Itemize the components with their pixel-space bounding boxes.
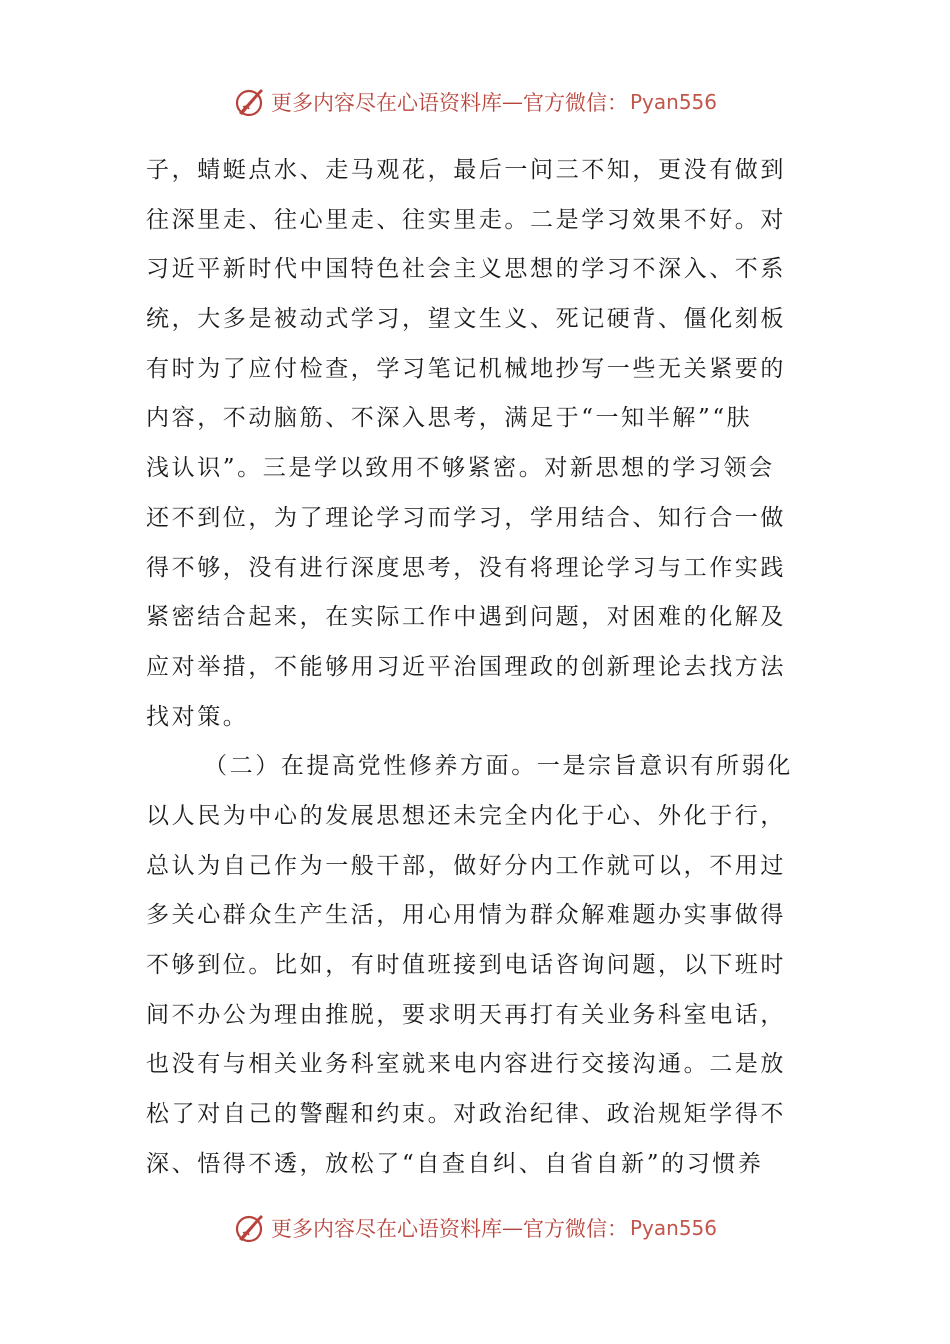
- text-line: 子，蜻蜓点水、走马观花，最后一问三不知，更没有做到: [146, 157, 786, 183]
- text-line: 有时为了应付检查，学习笔记机械地抄写一些无关紧要的: [146, 355, 786, 382]
- text-line: 往深里走、往心里走、往实里走。二是学习效果不好。对: [146, 206, 786, 233]
- text-line: 统，大多是被动式学习，望文生义、死记硬背、僵化刻板: [146, 306, 786, 333]
- text-line: 习近平新时代中国特色社会主义思想的学习不深入、不系: [146, 256, 786, 283]
- pen-circle-logo-icon: [233, 1211, 267, 1245]
- text-line: 紧密结合起来，在实际工作中遇到问题，对困难的化解及: [146, 604, 786, 631]
- watermark-label: 官方微信：: [522, 1217, 628, 1241]
- watermark-title: 更多内容尽在心语资料库: [270, 1217, 502, 1241]
- text-line: 深、悟得不透，放松了“自查自纠、自省自新”的习惯养: [146, 1150, 764, 1177]
- text-line: 也没有与相关业务科室就来电内容进行交接沟通。二是放: [146, 1051, 786, 1078]
- watermark-title: 更多内容尽在心语资料库: [270, 91, 502, 115]
- text-line: 松了对自己的警醒和约束。对政治纪律、政治规矩学得不: [146, 1101, 786, 1128]
- text-line: 找对策。: [146, 703, 249, 730]
- text-line: 还不到位，为了理论学习而学习，学用结合、知行合一做: [146, 504, 786, 531]
- header-watermark: [0, 82, 950, 122]
- text-line: 不够到位。比如，有时值班接到电话咨询问题，以下班时: [146, 952, 786, 978]
- text-line: 应对举措，不能够用习近平治国理政的创新理论去找方法: [146, 653, 786, 680]
- watermark-dash: —: [501, 1216, 523, 1240]
- section-heading-line: （二）在提高党性修养方面。一是宗旨意识有所弱化: [204, 753, 793, 780]
- text-line: 得不够，没有进行深度思考，没有将理论学习与工作实践: [146, 554, 786, 581]
- text-line: 以人民为中心的发展思想还未完全内化于心、外化于行，: [146, 802, 786, 829]
- watermark-dash: —: [501, 90, 523, 114]
- footer-watermark: [0, 1208, 950, 1248]
- text-line: 间不办公为理由推脱，要求明天再打有关业务科室电话，: [146, 1001, 786, 1028]
- text-line: 多关心群众生产生活，用心用情为群众解难题办实事做得: [146, 902, 786, 929]
- text-line: 内容，不动脑筋、不深入思考，满足于“一知半解”“肤: [146, 405, 753, 432]
- watermark-label: 官方微信：: [522, 91, 628, 115]
- pen-circle-logo-icon: [233, 85, 267, 119]
- watermark-handle: Pyan556: [629, 1216, 717, 1240]
- text-line: 总认为自己作为一般干部，做好分内工作就可以，不用过: [146, 852, 786, 879]
- document-body: [146, 146, 806, 1189]
- text-line: 浅认识”。三是学以致用不够紧密。对新思想的学习领会: [146, 455, 775, 482]
- watermark-handle: Pyan556: [629, 90, 717, 114]
